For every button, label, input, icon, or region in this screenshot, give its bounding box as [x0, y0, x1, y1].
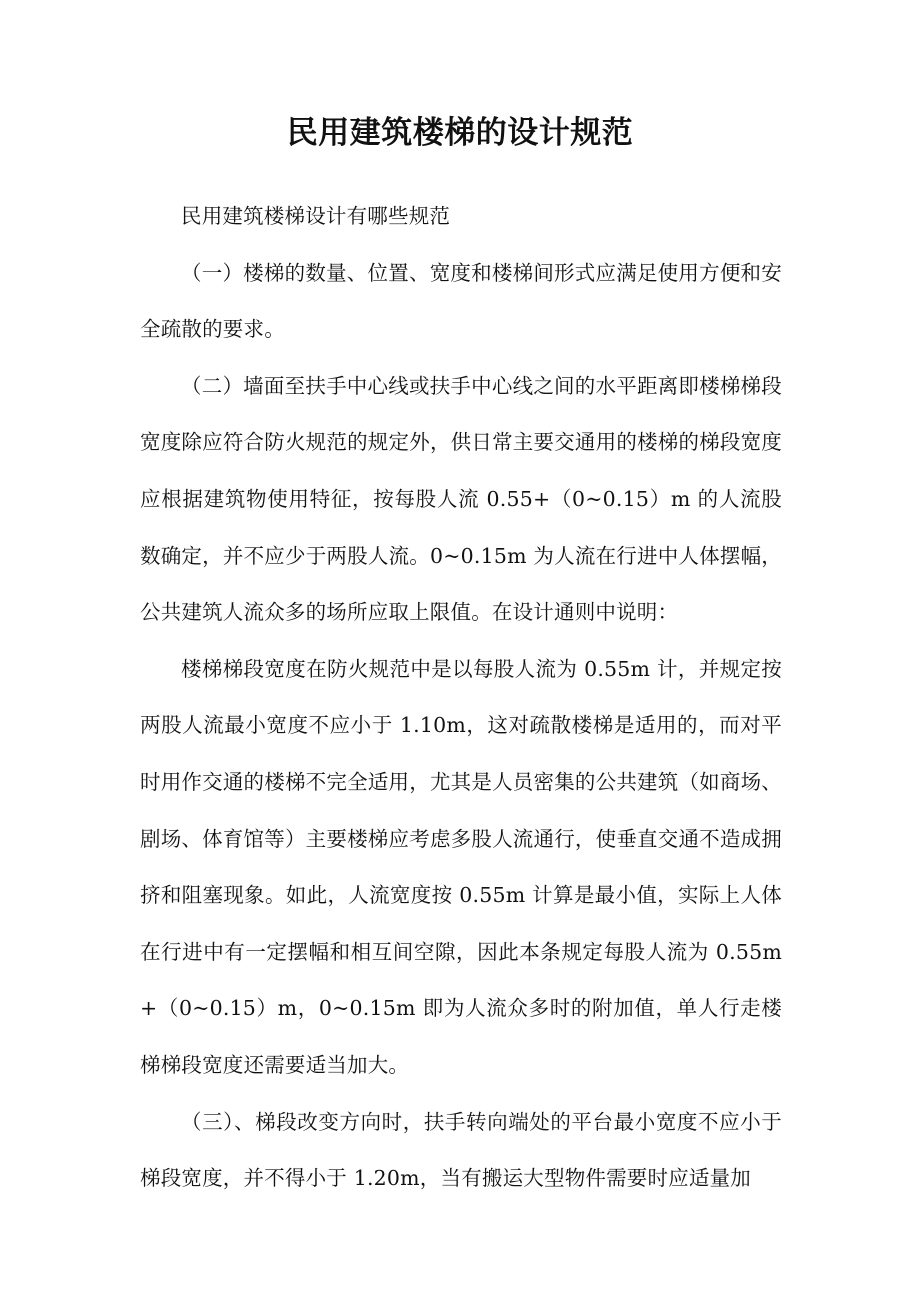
paragraph-rule-2-explanation: 楼梯梯段宽度在防火规范中是以每股人流为 0.55m 计，并规定按两股人流最小宽度不应小于 1.10m，这对疏散楼梯是适用的，而对平时用作交通的楼梯不完全适用，尤其是人员密集的公共建筑（如商场、剧场、体育馆等）主要楼梯应考虑多股人流通行，使垂直交通不造成拥挤和阻塞现象。如此，人流宽度按 0.55m 计算是最小值，实际上人体在行进中有一定摆幅和相互间空隙，因此本条规定每股人流为 0.55m+（0~0.15）m，0~0.15m 即为人流众多时的附加值，单人行走楼梯梯段宽度还需要适当加大。: [140, 656, 782, 1077]
document-title: 民用建筑楼梯的设计规范: [286, 115, 634, 151]
document-body: [140, 188, 782, 1207]
paragraph-rule-3: （三）、梯段改变方向时，扶手转向端处的平台最小宽度不应小于梯段宽度，并不得小于 1.20m，当有搬运大型物件需要时应适量加: [140, 1109, 782, 1191]
paragraph-subtitle: 民用建筑楼梯设计有哪些规范: [181, 204, 451, 228]
paragraph-rule-1: （一）楼梯的数量、位置、宽度和楼梯间形式应满足使用方便和安全疏散的要求。: [140, 260, 782, 342]
paragraph-rule-2: （二）墙面至扶手中心线或扶手中心线之间的水平距离即楼梯梯段宽度除应符合防火规范的规定外，供日常主要交通用的楼梯的梯段宽度应根据建筑物使用特征，按每股人流 0.55+（0~0.15）m 的人流股数确定，并不应少于两股人流。0~0.15m 为人流在行进中人体摆幅，公共建筑人流众多的场所应取上限值。在设计通则中说明：: [140, 373, 782, 625]
